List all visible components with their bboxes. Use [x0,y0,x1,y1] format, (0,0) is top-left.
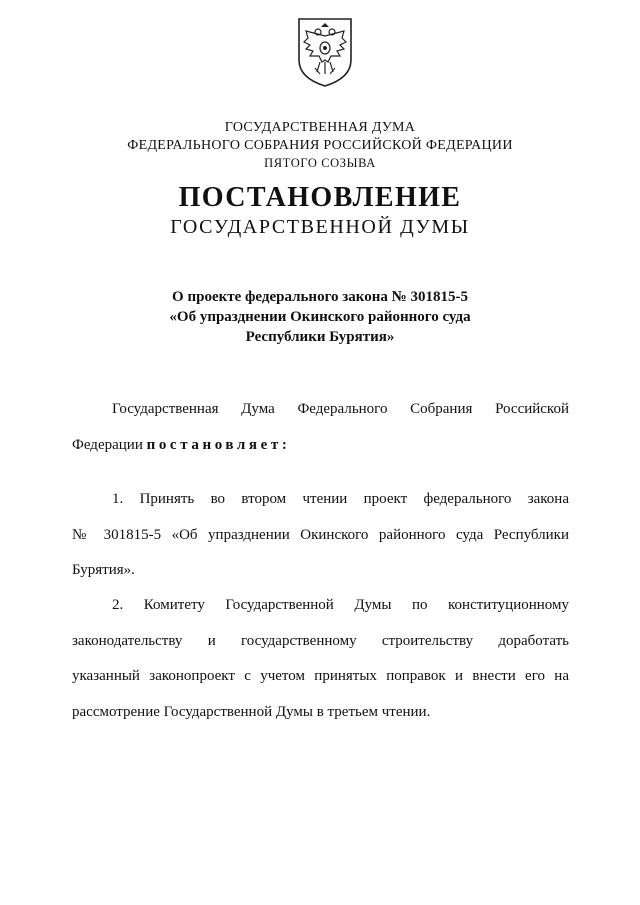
item-1-line-1: 1. Принять во втором чтении проект федерального закона [112,491,569,507]
preamble-line-2 [72,428,569,464]
header-line-3: ПЯТОГО СОЗЫВА [264,156,376,170]
preamble-line-2-start: Федерации [72,436,147,453]
header-line-1: ГОСУДАРСТВЕННАЯ ДУМА [224,120,416,135]
preamble-line-1: Государственная Дума Федерального Собрания Российской [112,401,569,417]
item-1-line-3: Бурятия». [72,562,135,578]
item-2-paragraph [72,588,569,730]
item-2-line-3: указанный законопроект с учетом принятых поправок и внести его на [72,668,569,684]
header-line-2: ФЕДЕРАЛЬНОГО СОБРАНИЯ РОССИЙСКОЙ ФЕДЕРАЦИИ [127,138,513,153]
document-subject [120,287,520,347]
state-emblem-icon [295,16,355,88]
subject-line-3: Республики Бурятия» [245,329,395,345]
preamble-paragraph [72,392,569,463]
item-2-line-4: рассмотрение Государственной Думы в третьем чтении. [72,703,431,720]
item-1-line-2: № 301815-5 «Об упразднении Окинского районного суда Республики [72,526,569,543]
document-type-title: ПОСТАНОВЛЕНИЕ [178,182,462,213]
item-2-line-1: 2. Комитету Государственной Думы по конституционному [112,597,569,613]
item-2-line-2: законодательству и государственному строительству доработать [72,632,569,649]
subject-line-1: О проекте федерального закона № 301815-5 [172,289,468,305]
document-issuer: ГОСУДАРСТВЕННОЙ ДУМЫ [170,216,470,238]
resolves-verb: постановляет: [146,436,291,453]
item-1-paragraph [72,482,569,589]
subject-line-2: «Об упразднении Окинского районного суда [169,309,471,325]
